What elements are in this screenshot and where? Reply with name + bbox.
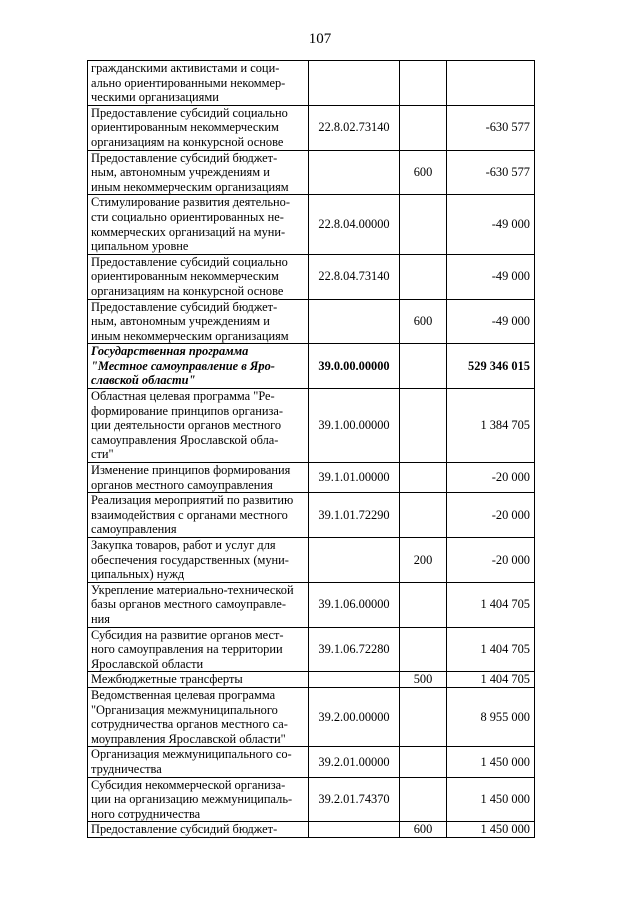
- item-name-line: органов местного самоуправления: [91, 477, 273, 492]
- amount-cell: -49 000: [447, 254, 535, 299]
- expense-type-cell: 200: [400, 538, 447, 583]
- budget-table-body: [88, 61, 601, 838]
- expense-type-cell: [400, 195, 447, 254]
- expense-type-cell: [400, 61, 447, 106]
- item-name-line: ципальном уровне: [91, 239, 189, 254]
- item-name-line: коммерческих организаций на муни-: [91, 224, 286, 239]
- item-name-line: моуправления Ярославской области": [91, 731, 286, 746]
- expense-type-cell: [400, 582, 447, 627]
- item-name-line: Организация межмуниципального со-: [91, 747, 292, 762]
- item-name-line: ципальных) нужд: [91, 567, 185, 582]
- item-name-line: сотрудничества органов местного са-: [91, 717, 288, 732]
- item-name-cell: [88, 582, 309, 627]
- item-name-cell: [88, 538, 309, 583]
- table-row: [88, 672, 601, 688]
- expense-type-cell: 600: [400, 150, 447, 195]
- item-name-line: "Организация межмуниципального: [91, 702, 278, 717]
- program-code-cell: 39.0.00.00000: [309, 344, 400, 389]
- amount-cell: 1 450 000: [447, 777, 535, 822]
- item-name-line: самоуправления Ярославской обла-: [91, 432, 279, 447]
- item-name-line: Закупка товаров, работ и услуг для: [91, 538, 276, 552]
- table-row: [88, 582, 601, 627]
- amount-cell: 1 450 000: [447, 747, 535, 777]
- amount-cell: -630 577: [447, 150, 535, 195]
- item-name-line: сти социально ориентированных не-: [91, 209, 284, 224]
- item-name-cell: [88, 777, 309, 822]
- item-name-line: организациям на конкурсной основе: [91, 134, 284, 149]
- amount-cell: -49 000: [447, 299, 535, 344]
- expense-type-cell: [400, 747, 447, 777]
- item-name-line: ориентированным некоммерческим: [91, 269, 279, 284]
- amount-cell: 1 404 705: [447, 582, 535, 627]
- expense-type-cell: [400, 389, 447, 463]
- item-name-line: гражданскими активистами и соци-: [91, 61, 280, 75]
- table-row: [88, 105, 601, 150]
- table-row: [88, 627, 601, 672]
- table-row: [88, 344, 601, 389]
- item-name-line: Ведомственная целевая программа: [91, 687, 276, 702]
- expense-type-cell: 600: [400, 299, 447, 344]
- table-row: [88, 822, 601, 838]
- item-name-line: ции деятельности органов местного: [91, 418, 282, 433]
- amount-cell: -20 000: [447, 493, 535, 538]
- expense-type-cell: [400, 105, 447, 150]
- item-name-cell: [88, 195, 309, 254]
- item-name-line: славской области": [91, 373, 196, 388]
- page-number: 107: [308, 31, 332, 47]
- program-code-cell: [309, 672, 400, 688]
- program-code-cell: [309, 150, 400, 195]
- amount-cell: 1 384 705: [447, 389, 535, 463]
- program-code-cell: 39.1.01.72290: [309, 493, 400, 538]
- program-code-cell: 39.2.01.74370: [309, 777, 400, 822]
- item-name-cell: [88, 493, 309, 538]
- amount-cell: 529 346 015: [447, 344, 535, 389]
- item-name-cell: [88, 299, 309, 344]
- amount-cell: -630 577: [447, 105, 535, 150]
- item-name-cell: [88, 747, 309, 777]
- expense-type-cell: [400, 344, 447, 389]
- expense-type-cell: [400, 463, 447, 493]
- table-row: [88, 687, 601, 746]
- program-code-cell: 22.8.04.73140: [309, 254, 400, 299]
- item-name-line: ным, автономным учреждениям и: [91, 165, 270, 180]
- item-name-line: Государственная программа: [91, 344, 249, 359]
- amount-cell: -20 000: [447, 463, 535, 493]
- budget-table: [87, 60, 601, 838]
- item-name-cell: [88, 344, 309, 389]
- expense-type-cell: [400, 627, 447, 672]
- item-name-line: самоуправления: [91, 522, 177, 537]
- item-name-cell: [88, 822, 309, 838]
- item-name-line: Межбюджетные трансферты: [91, 672, 243, 687]
- item-name-line: Предоставление субсидий бюджет-: [91, 822, 278, 837]
- table-row: [88, 777, 601, 822]
- item-name-cell: [88, 254, 309, 299]
- item-name-line: трудничества: [91, 761, 162, 776]
- program-code-cell: 39.1.06.00000: [309, 582, 400, 627]
- expense-type-cell: 600: [400, 822, 447, 838]
- program-code-cell: 39.2.01.00000: [309, 747, 400, 777]
- item-name-line: ного самоуправления на территории: [91, 642, 283, 657]
- program-code-cell: 39.2.00.00000: [309, 687, 400, 746]
- amount-cell: 1 404 705: [447, 627, 535, 672]
- item-name-line: Субсидия на развитие органов мест-: [91, 627, 284, 642]
- table-row: [88, 538, 601, 583]
- program-code-cell: [309, 61, 400, 106]
- item-name-line: ции на организацию межмуниципаль-: [91, 792, 293, 807]
- table-row: [88, 747, 601, 777]
- amount-cell: 8 955 000: [447, 687, 535, 746]
- item-name-line: организациям на конкурсной основе: [91, 283, 284, 298]
- item-name-line: Реализация мероприятий по развитию: [91, 493, 294, 508]
- item-name-line: сти": [91, 447, 114, 462]
- item-name-line: Укрепление материально-технической: [91, 582, 294, 597]
- item-name-line: обеспечения государственных (муни-: [91, 552, 289, 567]
- item-name-line: Предоставление субсидий социально: [91, 105, 288, 120]
- item-name-line: Областная целевая программа "Ре-: [91, 389, 275, 404]
- program-code-cell: 22.8.04.00000: [309, 195, 400, 254]
- item-name-line: формирование принципов организа-: [91, 403, 284, 418]
- program-code-cell: 39.1.00.00000: [309, 389, 400, 463]
- item-name-line: Субсидия некоммерческой организа-: [91, 777, 286, 792]
- item-name-line: Предоставление субсидий бюджет-: [91, 299, 278, 314]
- item-name-line: "Местное самоуправление в Яро-: [91, 358, 275, 373]
- item-name-cell: [88, 463, 309, 493]
- amount-cell: -20 000: [447, 538, 535, 583]
- table-row: [88, 389, 601, 463]
- expense-type-cell: [400, 254, 447, 299]
- table-row: [88, 150, 601, 195]
- amount-cell: 1 404 705: [447, 672, 535, 688]
- item-name-line: Стимулирование развития деятельно-: [91, 195, 291, 210]
- expense-type-cell: 500: [400, 672, 447, 688]
- item-name-line: ным, автономным учреждениям и: [91, 314, 270, 329]
- item-name-cell: [88, 61, 309, 106]
- item-name-line: иным некоммерческим организациям: [91, 179, 289, 194]
- expense-type-cell: [400, 777, 447, 822]
- item-name-line: Ярославской области: [91, 656, 204, 671]
- table-row: [88, 254, 601, 299]
- item-name-line: Изменение принципов формирования: [91, 463, 291, 478]
- table-row: [88, 299, 601, 344]
- table-row: [88, 61, 601, 106]
- item-name-line: ориентированным некоммерческим: [91, 120, 279, 135]
- item-name-line: взаимодействия с органами местного: [91, 507, 288, 522]
- item-name-cell: [88, 150, 309, 195]
- expense-type-cell: [400, 687, 447, 746]
- program-code-cell: 39.1.01.00000: [309, 463, 400, 493]
- table-row: [88, 463, 601, 493]
- item-name-line: ния: [91, 611, 110, 626]
- item-name-line: Предоставление субсидий социально: [91, 254, 288, 269]
- program-code-cell: 39.1.06.72280: [309, 627, 400, 672]
- program-code-cell: [309, 299, 400, 344]
- item-name-cell: [88, 627, 309, 672]
- program-code-cell: [309, 538, 400, 583]
- item-name-line: ческими организациями: [91, 90, 219, 105]
- item-name-cell: [88, 105, 309, 150]
- amount-cell: [447, 61, 535, 106]
- item-name-cell: [88, 672, 309, 688]
- item-name-cell: [88, 687, 309, 746]
- item-name-line: иным некоммерческим организациям: [91, 328, 289, 343]
- table-row: [88, 493, 601, 538]
- amount-cell: 1 450 000: [447, 822, 535, 838]
- table-row: [88, 195, 601, 254]
- item-name-cell: [88, 389, 309, 463]
- item-name-line: Предоставление субсидий бюджет-: [91, 150, 278, 165]
- program-code-cell: [309, 822, 400, 838]
- item-name-line: базы органов местного самоуправле-: [91, 597, 287, 612]
- program-code-cell: 22.8.02.73140: [309, 105, 400, 150]
- expense-type-cell: [400, 493, 447, 538]
- item-name-line: ного сотрудничества: [91, 806, 201, 821]
- amount-cell: -49 000: [447, 195, 535, 254]
- item-name-line: ально ориентированными некоммер-: [91, 75, 286, 90]
